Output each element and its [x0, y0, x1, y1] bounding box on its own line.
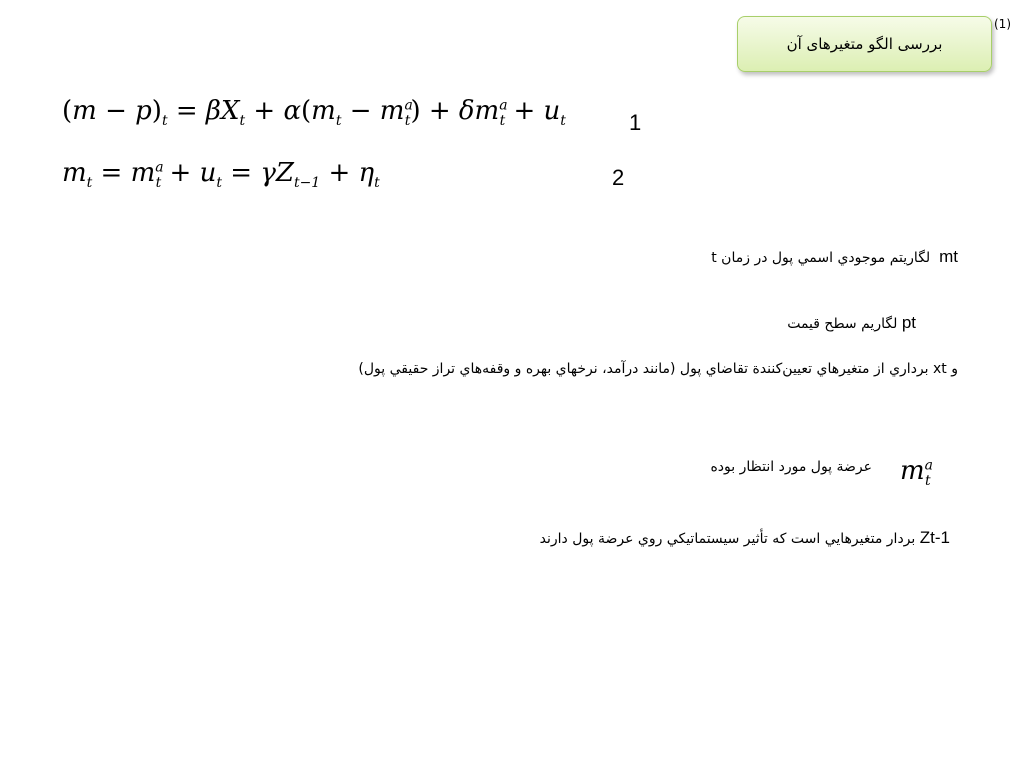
definition-xt: و xt برداري از متغیرهاي تعیین‌کنندة تقاضاي پول (مانند درآمد، نرخهاي بهره و وقفه‌هاي تراز حقیقي پول) [358, 361, 958, 377]
equation-1: $(m - p)_t = \beta X_t + \alpha(m_t - m^a_t) + \delta m^a_t + u_t$ [62, 96, 566, 130]
slide-title: بررسی الگو متغیرهای آن [786, 35, 943, 53]
variable-mat-symbol: $m^a_t$ [900, 456, 934, 490]
definition-pt [787, 313, 916, 333]
equation-2-number: 2 [612, 165, 625, 190]
equation-2: $m_t = m^a_t + u_t = \gamma Z_{t-1} + \eta_t$ [62, 158, 380, 192]
definition-mat-text: عرضة پول مورد انتظار بوده [710, 459, 872, 475]
title-box [737, 16, 992, 72]
definition-pt-text: لگاریم سطح قیمت [787, 316, 898, 332]
variable-zt: Zt-1 [919, 528, 950, 547]
variable-mt: mt [939, 247, 958, 266]
definition-mt-text: لگاریتم موجودي اسمي پول در زمان t [711, 250, 931, 266]
definition-zt-text: بردار متغیرهايي است که تأثیر سیستماتیکي روي عرضة پول دارند [539, 531, 916, 547]
definition-zt [540, 528, 950, 548]
equation-1-number: 1 [629, 110, 642, 135]
definition-mat [710, 459, 872, 475]
slide-number: (1) [994, 17, 1011, 31]
definition-mt [711, 247, 958, 267]
variable-pt: pt [901, 313, 916, 332]
